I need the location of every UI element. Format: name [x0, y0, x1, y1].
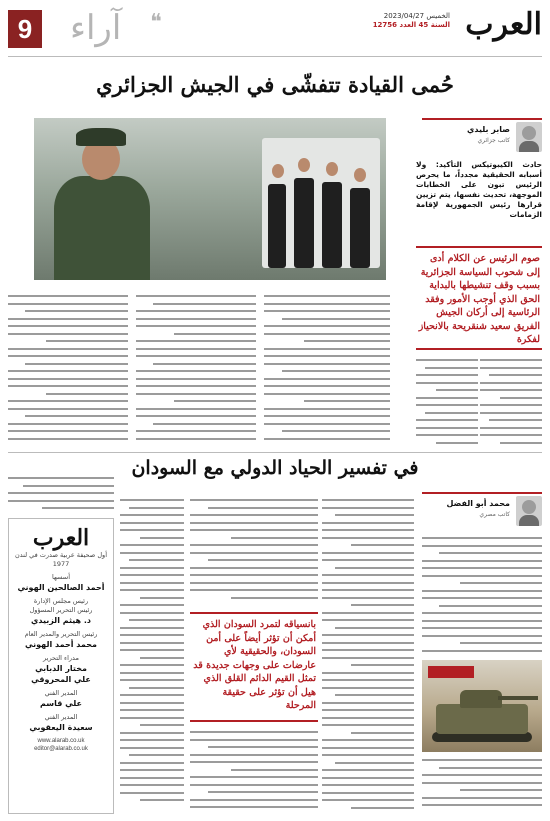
article1-column	[264, 292, 390, 448]
newspaper-logo: العرب	[465, 7, 542, 42]
article2-column	[8, 474, 114, 514]
newspaper-info-box	[8, 518, 114, 814]
issue-date: الخميس 2023/04/27	[383, 12, 450, 20]
article2-column	[120, 496, 184, 814]
author-avatar	[516, 496, 542, 526]
info-tagline: أول صحيفة عربية صدرت في لندن	[14, 551, 107, 559]
info-year: 1977	[52, 560, 70, 568]
editor-label: رئيس التحرير والمدير العام	[24, 630, 98, 638]
design-label: المدير الفني	[44, 689, 78, 697]
masthead-rule	[8, 56, 542, 57]
article1-pull-quote	[416, 246, 542, 350]
chairman-sublabel: رئيس التحرير المسؤول	[29, 606, 93, 614]
website-link[interactable]: www.alarab.co.uk	[37, 738, 85, 744]
pull-quote-text: صوم الرئيس عن الكلام أدى إلى شحوب السياسة الجزائرية بسبب وقف تنشيطها بالبداية الحق الذي أوجب الأمور وفقد الرئاسية إلى أركان الجيش الفريق سعيد شنقريحة بالانحياز لفكرة	[418, 253, 540, 345]
quote-icon: ❝	[150, 10, 162, 35]
pull-quote-text: بانسياقه لتمرد السودان الذي أمكن أن تؤثر أيضاً على أمن السودان، والحقيقية لأي عارضات على وجهات جديدة قد تمثل القيم الدائم القلق الذي هيل أن تؤثر على حقيقة المرحلة	[193, 619, 316, 711]
issue-meta	[373, 12, 450, 30]
author-name: صابر بليدي	[467, 125, 510, 134]
author-name: محمد أبو الفضل	[446, 499, 510, 508]
design-name: علي قاسم	[40, 699, 82, 708]
author-avatar	[516, 122, 542, 152]
editor-name: محمد أحمد الهوني	[25, 640, 97, 649]
article1-column	[416, 356, 478, 448]
tank-photo	[422, 660, 542, 752]
article1-author	[422, 122, 542, 154]
author-role: كاتب جزائري	[477, 137, 510, 144]
article2-column	[190, 728, 318, 814]
email-link[interactable]: editor@alarab.co.uk	[34, 746, 88, 752]
article2-column	[190, 496, 318, 606]
author-role: كاتب مصري	[479, 511, 510, 518]
article2-column	[422, 534, 542, 654]
masthead	[8, 6, 542, 52]
info-logo: العرب	[32, 525, 90, 551]
article2-headline: في تفسير الحياد الدولي مع السودان	[131, 457, 419, 479]
article2-pull-quote	[190, 612, 318, 722]
article1-column	[136, 292, 256, 448]
section-header	[8, 10, 178, 48]
article1-column	[8, 292, 128, 448]
section-name: آراء	[70, 8, 122, 48]
article1-column	[480, 356, 542, 448]
chairman-label: رئيس مجلس الإدارة	[33, 597, 89, 605]
managing-label: مدراء التحرير	[43, 654, 79, 662]
article1-lead: حادث الكيبوتيكس التأكيد: ولا أسبابه الحقيقية مجدداً، ما يحرص الرئيس تبون على الخطابات الموجهة، تحديث نفسها، يتم تزيين قرارها رئيس الجمهورية لإقامة الزمامات	[416, 160, 542, 219]
article2-author	[422, 496, 542, 528]
article2-column	[422, 756, 542, 814]
chairman-name: د. هيثم الزبيدي	[30, 616, 91, 625]
article1-headline: حُمى القيادة تتفشّى في الجيش الجزائري	[96, 72, 454, 97]
managing-editor-1: مختار الدبابي	[35, 664, 87, 673]
article-divider	[8, 452, 542, 453]
art-label: المدير الفني	[44, 713, 78, 721]
managing-editor-2: علي المحروقي	[31, 675, 91, 684]
article2-column	[322, 496, 414, 814]
founder-name: أحمد الصالحين الهوني	[17, 583, 105, 592]
general-photo	[34, 118, 386, 280]
issue-number: السنة 45 العدد 12756	[372, 21, 450, 29]
art-name: سعيدة اليعقوبي	[29, 723, 93, 732]
founder-label: أسسها	[51, 573, 71, 581]
page-number: 9	[8, 10, 42, 48]
